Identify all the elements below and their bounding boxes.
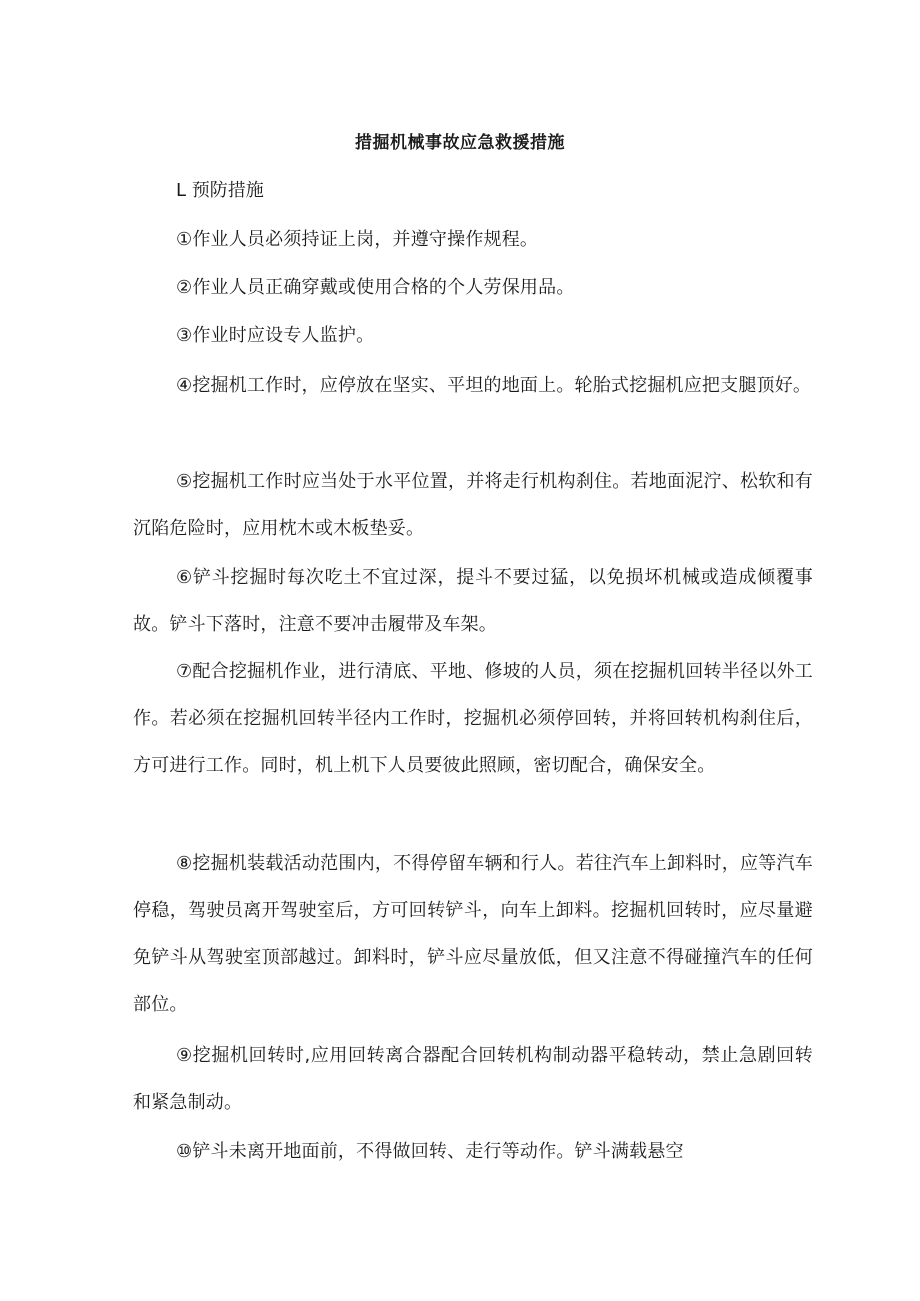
paragraph-5: ⑤挖掘机工作时应当处于水平位置，并将走行机构刹住。若地面泥泞、松软和有沉陷危险时，应用枕木或木板垫妥。 — [133, 471, 813, 539]
paragraph-10: ⑩铲斗未离开地面前，不得做回转、走行等动作。铲斗满载悬空 — [176, 1141, 684, 1162]
section-heading-prevention: L 预防措施 — [176, 180, 264, 201]
paragraph-1: ①作业人员必须持证上岗，并遵守操作规程。 — [176, 229, 539, 250]
paragraph-9: ⑨挖掘机回转时,应用回转离合器配合回转机构制动器平稳转动，禁止急剧回转和紧急制动。 — [133, 1045, 813, 1113]
paragraph-7: ⑦配合挖掘机作业，进行清底、平地、修坡的人员，须在挖掘机回转半径以外工作。若必须在挖掘机回转半径内工作时，挖掘机必须停回转，并将回转机构刹住后，方可进行工作。同时，机上机下人员要彼此照顾，密切配合，确保安全。 — [133, 661, 813, 776]
document-title: 措掘机械事故应急救援措施 — [355, 133, 565, 153]
paragraph-8: ⑧挖掘机装载活动范围内，不得停留车辆和行人。若往汽车上卸料时，应等汽车停稳，驾驶员离开驾驶室后，方可回转铲斗，向车上卸料。挖掘机回转时，应尽量避免铲斗从驾驶室顶部越过。卸料时，铲斗应尽量放低，但又注意不得碰撞汽车的任何部位。 — [133, 853, 813, 1015]
paragraph-3: ③作业时应设专人监护。 — [176, 325, 375, 346]
paragraph-4: ④挖掘机工作时，应停放在坚实、平坦的地面上。轮胎式挖掘机应把支腿顶好。 — [176, 375, 812, 396]
paragraph-6: ⑥铲斗挖掘时每次吃土不宜过深，提斗不要过猛，以免损坏机械或造成倾覆事故。铲斗下落时，注意不要冲击履带及车架。 — [133, 567, 813, 635]
paragraph-2: ②作业人员正确穿戴或使用合格的个人劳保用品。 — [176, 277, 575, 298]
